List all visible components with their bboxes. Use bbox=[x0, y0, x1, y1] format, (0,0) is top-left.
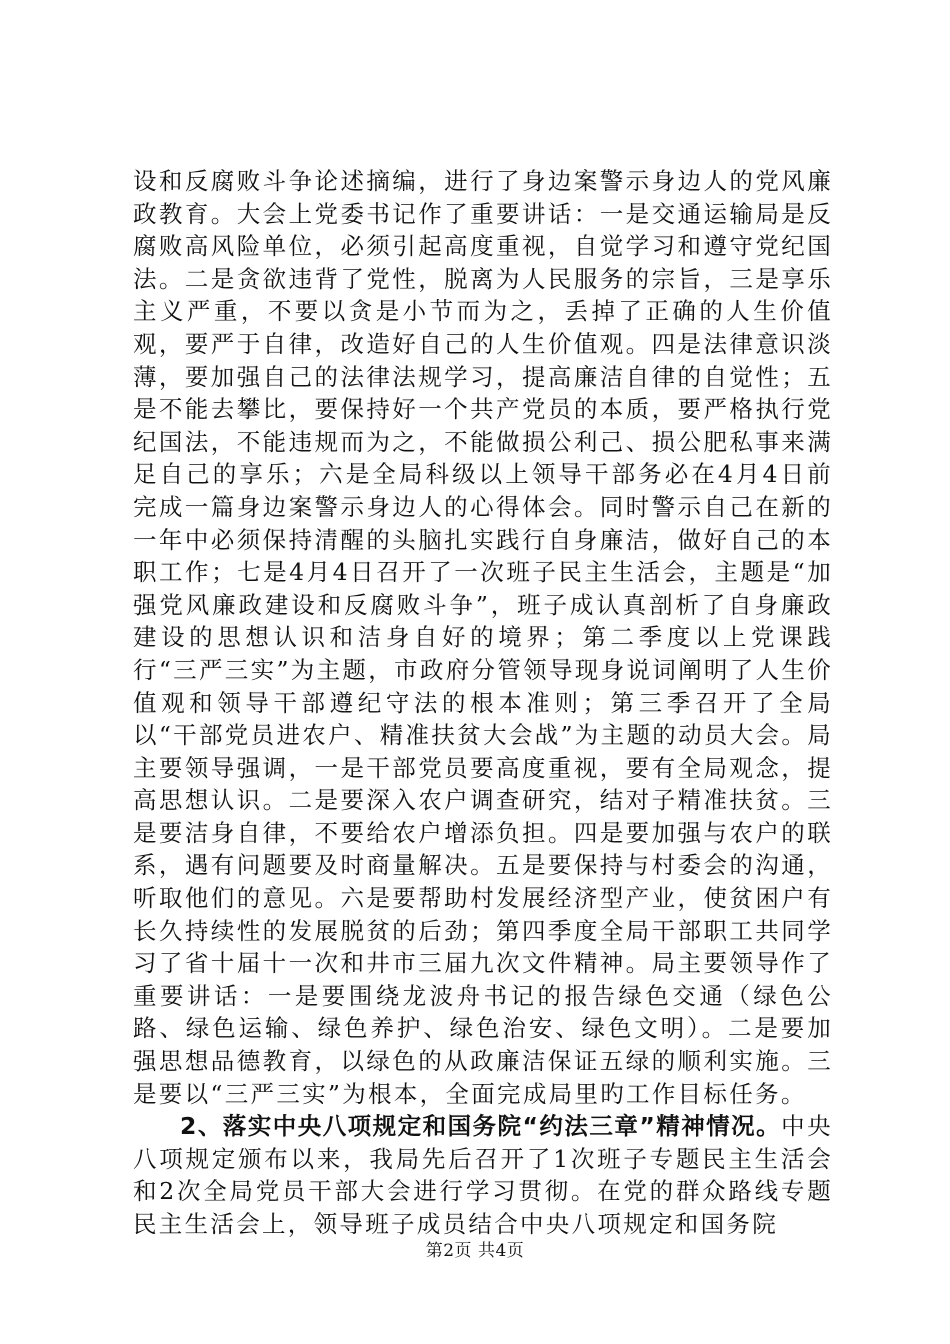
document-body bbox=[133, 165, 833, 1241]
page-number-footer: 第2页 共4页 bbox=[425, 1241, 525, 1261]
paragraph-2 bbox=[133, 1110, 833, 1240]
paragraph-1: 设和反腐败斗争论述摘编，进行了身边案警示身边人的党风廉政教育。大会上党委书记作了重要讲话：一是交通运输局是反腐败高风险单位，必须引起高度重视，自觉学习和遵守党纪国法。二是贪欲违背了党性，脱离为人民服务的宗旨，三是享乐主义严重，不要以贪是小节而为之，丢掉了正确的人生价值观，要严于自律，改造好自己的人生价值观。四是法律意识淡薄，要加强自己的法律法规学习，提高廉洁自律的自觉性；五是不能去攀比，要保持好一个共产党员的本质，要严格执行党纪国法，不能违规而为之，不能做损公利己、损公肥私事来满足自己的享乐；六是全局科级以上领导干部务必在4月4日前完成一篇身边案警示身边人的心得体会。同时警示自己在新的一年中必须保持清醒的头脑扎实践行自身廉洁，做好自己的本职工作；七是4月4日召开了一次班子民主生活会，主题是“加强党风廉政建设和反腐败斗争”，班子成认真剖析了自身廉政建设的思想认识和洁身自好的境界；第二季度以上党课践行“三严三实”为主题，市政府分管领导现身说词阐明了人生价值观和领导干部遵纪守法的根本准则；第三季召开了全局以“干部党员进农户、精准扶贫大会战”为主题的动员大会。局主要领导强调，一是干部党员要高度重视，要有全局观念，提高思想认识。二是要深入农户调查研究，结对子精准扶贫。三是要洁身自律，不要给农户增添负担。四是要加强与农户的联系，遇有问题要及时商量解决。五是要保持与村委会的沟通，听取他们的意见。六是要帮助村发展经济型产业，使贫困户有长久持续性的发展脱贫的后劲；第四季度全局干部职工共同学习了省十届十一次和井市三届九次文件精神。局主要领导作了重要讲话：一是要围绕龙波舟书记的报告绿色交通（绿色公路、绿色运输、绿色养护、绿色治安、绿色文明）。二是要加强思想品德教育，以绿色的从政廉洁保证五绿的顺利实施。三是要以“三严三实”为根本，全面完成局里旳工作目标任务。 bbox=[133, 167, 833, 1108]
paragraph-2-body: 中央八项规定颁布以来，我局先后召开了1次班子专题民主生活会和2次全局党员干部大会进行学习贯彻。在党的群众路线专题民主生活会上，领导班子成员结合中央八项规定和国务院 bbox=[133, 1112, 833, 1238]
section-heading: 2、落实中央八项规定和国务院“约法三章”精神情况。 bbox=[180, 1112, 782, 1141]
